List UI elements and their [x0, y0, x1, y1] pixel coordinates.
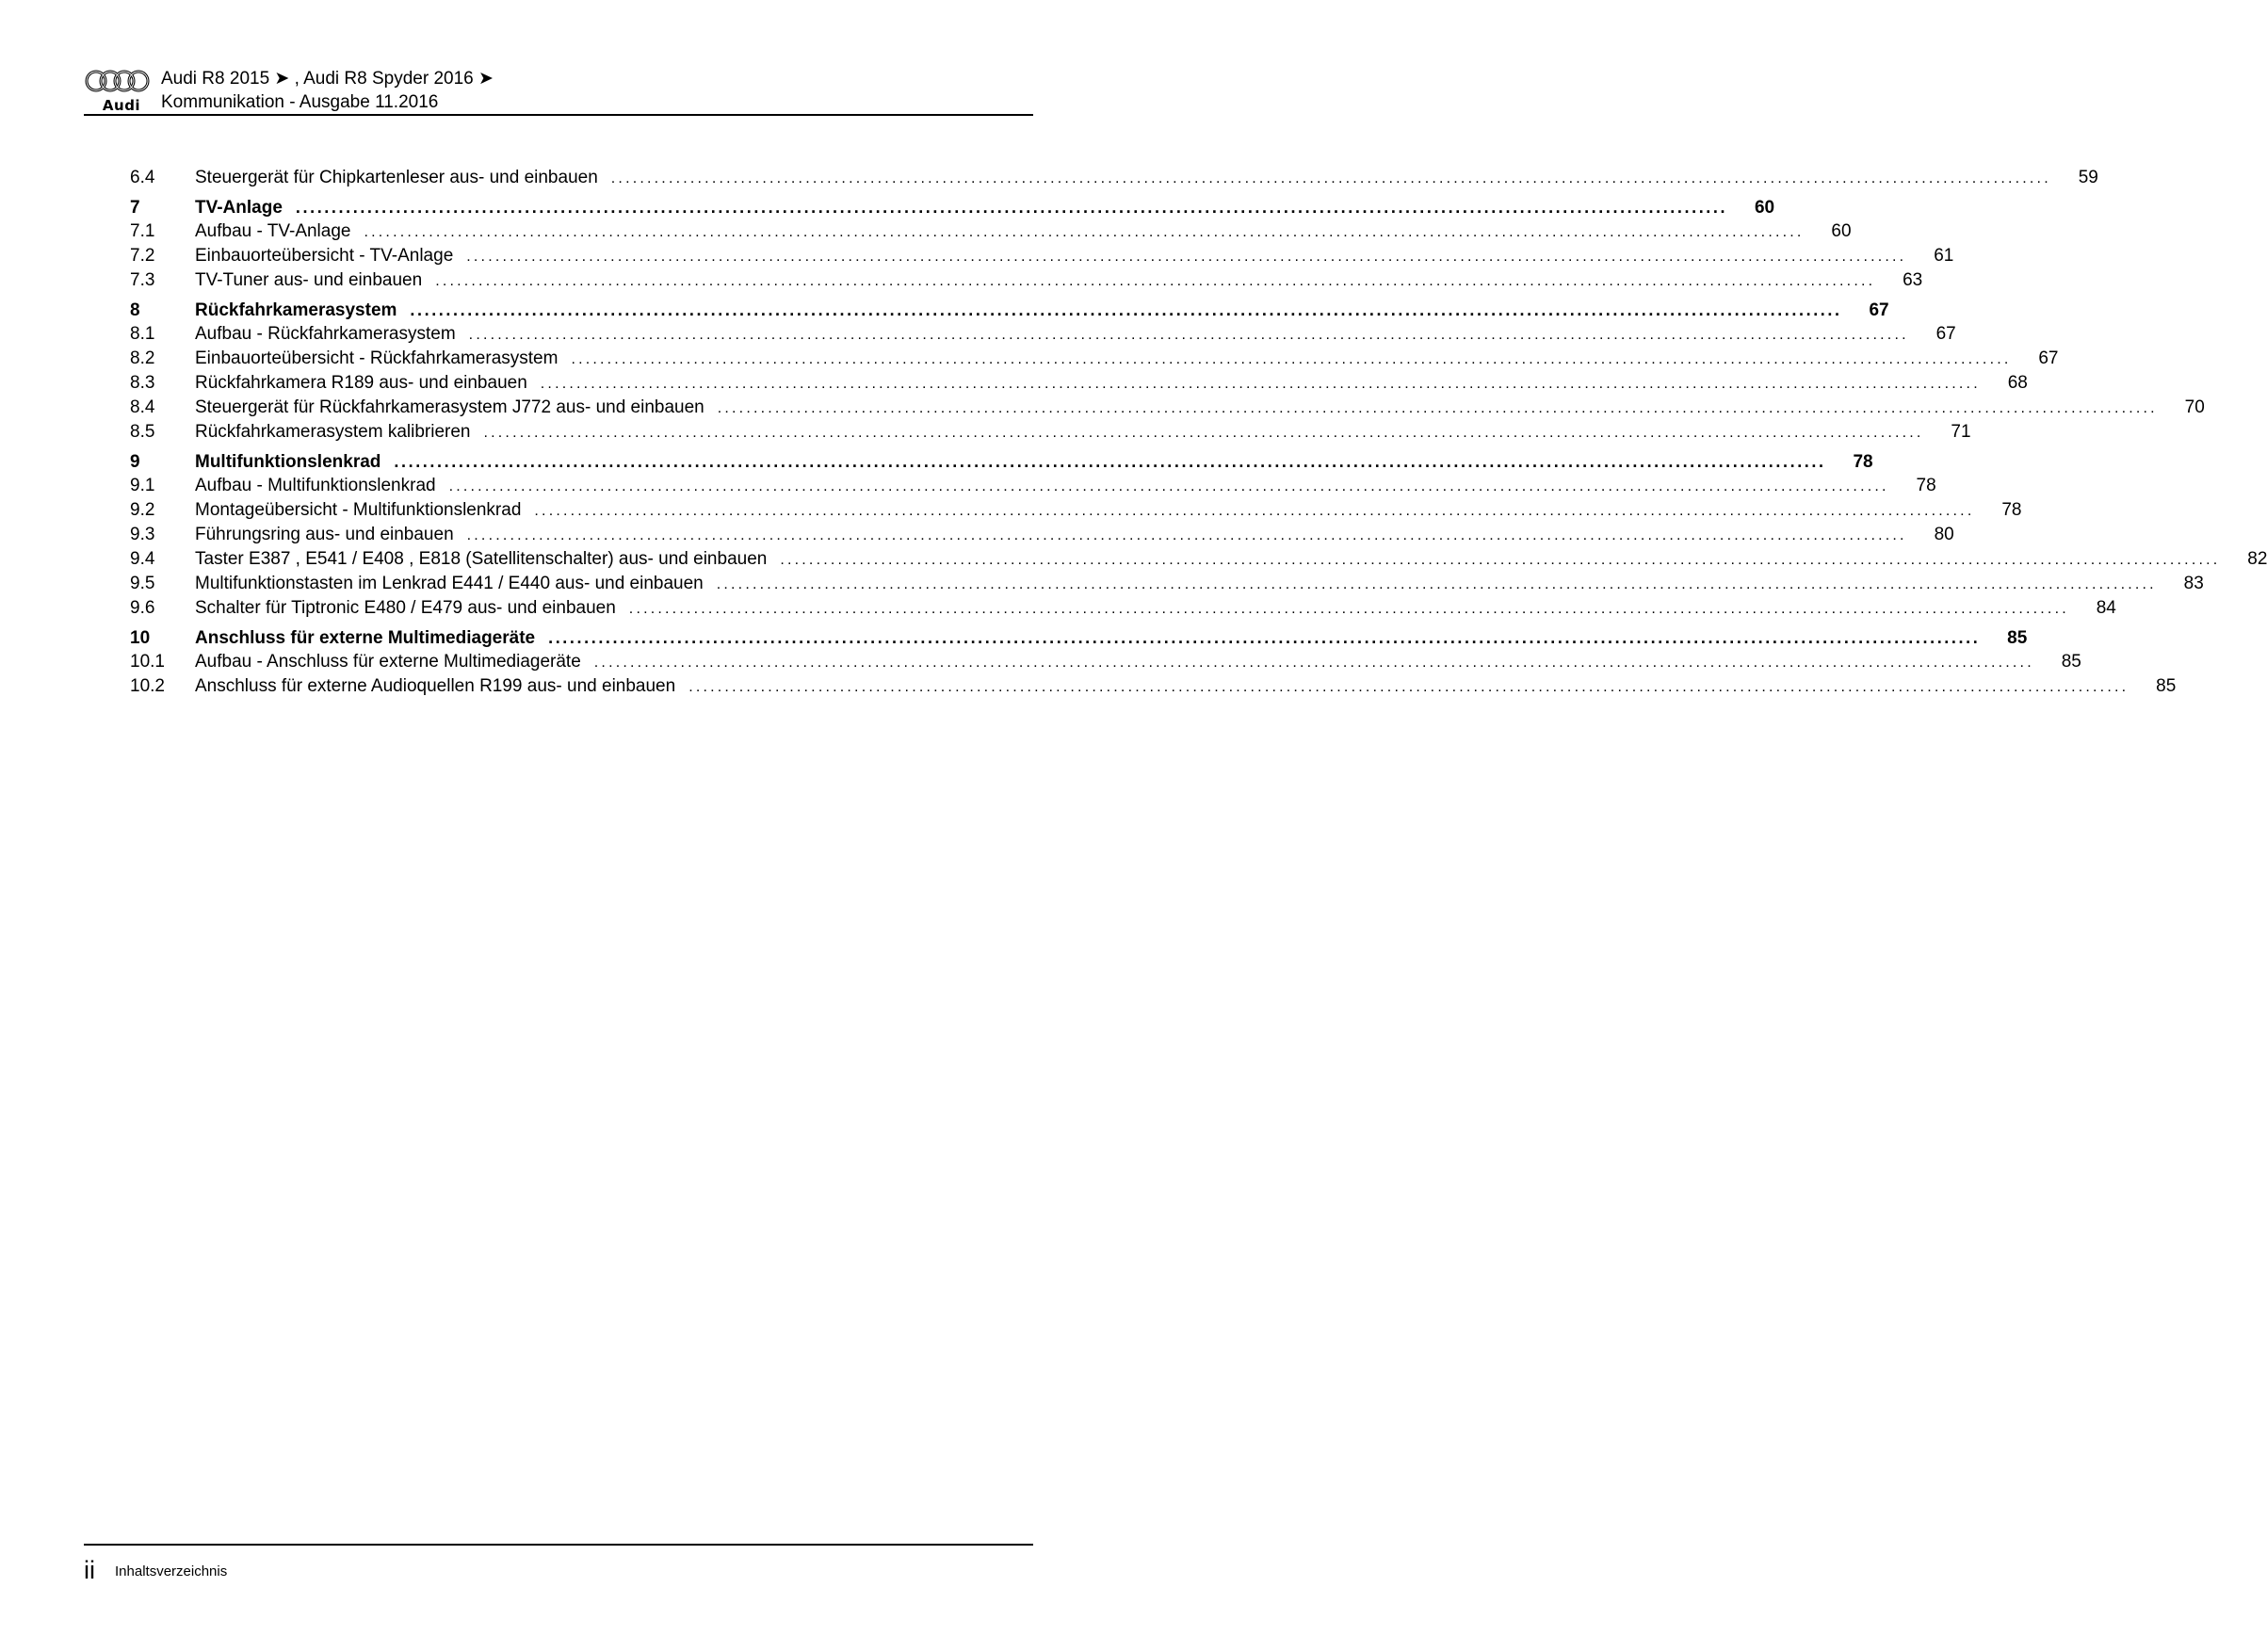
toc-entry-title: Anschluss für externe Multimediageräte	[195, 628, 536, 648]
toc-entry-page: 78	[1853, 452, 1873, 472]
toc-entry-number: 9.2	[130, 500, 155, 520]
toc-dot-leader: ........................................................................................................................................................................................................	[466, 249, 1907, 265]
toc-entry-title: Aufbau - Anschluss für externe Multimediageräte	[195, 652, 581, 672]
toc-entry-page: 82	[2247, 549, 2267, 569]
audi-logo	[84, 68, 152, 114]
toc-entry-page: 85	[2007, 628, 2028, 648]
toc-entry-number: 7.3	[130, 270, 155, 290]
toc-dot-leader: ........................................................................................................................................................................................................	[571, 351, 2012, 367]
toc-entry-title: Aufbau - Multifunktionslenkrad	[195, 476, 436, 495]
toc-dot-leader: ........................................................................................................................................................................................................	[610, 170, 2051, 186]
toc-dot-leader: ........................................................................................................................................................................................................	[394, 452, 1826, 471]
toc-entry-number: 7.1	[130, 221, 155, 241]
toc-dot-leader: ........................................................................................................................................................................................................	[593, 655, 2034, 671]
table-of-contents	[130, 166, 2267, 699]
toc-entry-number: 8.1	[130, 324, 155, 344]
toc-entry-title: Aufbau - TV-Anlage	[195, 221, 351, 241]
toc-entry-title: Führungsring aus- und einbauen	[195, 525, 454, 544]
toc-entry-page: 60	[1831, 221, 1852, 241]
toc-entry-title: Rückfahrkamerasystem	[195, 300, 397, 320]
toc-chapter-entry[interactable]	[130, 195, 1775, 219]
toc-entry-number: 9.6	[130, 598, 155, 618]
footer-section-label: Inhaltsverzeichnis	[115, 1563, 228, 1579]
toc-entry-number: 9.5	[130, 574, 155, 593]
toc-entry-number: 9.4	[130, 549, 155, 569]
toc-entry[interactable]	[130, 474, 1936, 498]
toc-entry-title: Multifunktionslenkrad	[195, 452, 381, 472]
toc-entry[interactable]	[130, 420, 1971, 445]
toc-chapter-entry[interactable]	[130, 298, 1889, 322]
toc-entry[interactable]	[130, 268, 1923, 293]
toc-entry-number: 8.4	[130, 397, 155, 417]
toc-entry-number: 9.3	[130, 525, 155, 544]
footer-divider	[84, 1544, 1033, 1546]
toc-entry-title: TV-Anlage	[195, 198, 283, 218]
toc-entry-page: 60	[1754, 198, 1775, 218]
toc-dot-leader: ........................................................................................................................................................................................................	[780, 552, 2221, 568]
toc-entry-title: Taster E387 , E541 / E408 , E818 (Satellitenschalter) aus- und einbauen	[195, 549, 768, 569]
toc-dot-leader: ........................................................................................................................................................................................................	[466, 527, 1907, 543]
toc-entry[interactable]	[130, 523, 1954, 547]
toc-entry[interactable]	[130, 219, 1852, 244]
toc-dot-leader: ........................................................................................................................................................................................................	[534, 503, 1975, 519]
toc-entry-page: 63	[1903, 270, 1923, 290]
toc-entry-title: Steuergerät für Rückfahrkamerasystem J772 aus- und einbauen	[195, 397, 704, 417]
document-title: Audi R8 2015 ➤ , Audi R8 Spyder 2016 ➤	[161, 69, 494, 89]
toc-entry-page: 80	[1934, 525, 1954, 544]
toc-entry-number: 8	[130, 300, 140, 320]
audi-rings-icon	[84, 68, 152, 96]
page-header	[84, 66, 1033, 115]
toc-entry-page: 85	[2156, 676, 2177, 696]
toc-entry[interactable]	[130, 347, 2059, 371]
toc-dot-leader: ........................................................................................................................................................................................................	[716, 576, 2157, 592]
toc-entry[interactable]	[130, 498, 2022, 523]
toc-entry-number: 7	[130, 198, 140, 218]
toc-dot-leader: ........................................................................................................................................................................................................	[435, 273, 1876, 289]
toc-dot-leader: ........................................................................................................................................................................................................	[448, 478, 1889, 494]
toc-entry[interactable]	[130, 166, 2098, 190]
toc-entry-page: 59	[2078, 168, 2098, 187]
toc-entry-title: Steuergerät für Chipkartenleser aus- und einbauen	[195, 168, 598, 187]
toc-entry-title: Einbauorteübersicht - Rückfahrkamerasystem	[195, 348, 559, 368]
toc-dot-leader: ........................................................................................................................................................................................................	[688, 679, 2129, 695]
toc-dot-leader: ........................................................................................................................................................................................................	[410, 300, 1842, 319]
toc-entry-page: 78	[2001, 500, 2022, 520]
toc-entry-page: 84	[2096, 598, 2116, 618]
toc-entry-title: Montageübersicht - Multifunktionslenkrad	[195, 500, 522, 520]
toc-entry-number: 7.2	[130, 246, 155, 266]
toc-dot-leader: ........................................................................................................................................................................................................	[295, 198, 1728, 217]
toc-entry-page: 67	[2038, 348, 2059, 368]
toc-entry[interactable]	[130, 244, 1954, 268]
toc-entry[interactable]	[130, 322, 1956, 347]
toc-chapter-entry[interactable]	[130, 449, 1873, 474]
toc-entry-title: TV-Tuner aus- und einbauen	[195, 270, 423, 290]
footer-page-number: ii	[84, 1556, 95, 1584]
toc-entry-number: 9	[130, 452, 140, 472]
toc-entry-page: 61	[1934, 246, 1954, 266]
toc-entry-page: 71	[1951, 422, 1971, 442]
toc-entry-page: 70	[2184, 397, 2205, 417]
audi-logo-wordmark: Audi	[102, 97, 141, 114]
toc-entry-number: 9.1	[130, 476, 155, 495]
toc-entry-title: Schalter für Tiptronic E480 / E479 aus- und einbauen	[195, 598, 616, 618]
toc-entry-number: 8.5	[130, 422, 155, 442]
toc-entry-page: 67	[1935, 324, 1956, 344]
toc-dot-leader: ........................................................................................................................................................................................................	[540, 376, 1981, 392]
toc-entry[interactable]	[130, 547, 2267, 572]
toc-dot-leader: ........................................................................................................................................................................................................	[364, 224, 1805, 240]
toc-entry-number: 10.1	[130, 652, 165, 672]
toc-entry[interactable]	[130, 371, 2028, 396]
toc-entry[interactable]	[130, 674, 2177, 699]
toc-dot-leader: ........................................................................................................................................................................................................	[717, 400, 2158, 416]
toc-dot-leader: ........................................................................................................................................................................................................	[548, 628, 1981, 647]
toc-entry-page: 85	[2061, 652, 2081, 672]
toc-entry-number: 10	[130, 628, 151, 648]
toc-entry[interactable]	[130, 572, 2204, 596]
toc-entry-number: 8.3	[130, 373, 155, 393]
toc-entry-title: Multifunktionstasten im Lenkrad E441 / E440 aus- und einbauen	[195, 574, 704, 593]
header-divider	[84, 114, 1033, 116]
toc-dot-leader: ........................................................................................................................................................................................................	[468, 327, 1909, 343]
toc-entry[interactable]	[130, 596, 2116, 621]
toc-entry-number: 8.2	[130, 348, 155, 368]
toc-entry-title: Rückfahrkamerasystem kalibrieren	[195, 422, 471, 442]
toc-entry[interactable]	[130, 650, 2081, 674]
toc-entry-page: 78	[1916, 476, 1936, 495]
toc-entry-page: 83	[2183, 574, 2204, 593]
toc-entry-title: Rückfahrkamera R189 aus- und einbauen	[195, 373, 527, 393]
toc-entry-number: 10.2	[130, 676, 165, 696]
toc-dot-leader: ........................................................................................................................................................................................................	[483, 425, 1924, 441]
toc-entry-number: 6.4	[130, 168, 155, 187]
toc-chapter-entry[interactable]	[130, 625, 2028, 650]
toc-dot-leader: ........................................................................................................................................................................................................	[628, 601, 2069, 617]
toc-entry-title: Aufbau - Rückfahrkamerasystem	[195, 324, 456, 344]
toc-entry-title: Einbauorteübersicht - TV-Anlage	[195, 246, 454, 266]
toc-entry-title: Anschluss für externe Audioquellen R199 aus- und einbauen	[195, 676, 676, 696]
toc-entry[interactable]	[130, 396, 2205, 420]
toc-entry-page: 68	[2007, 373, 2028, 393]
toc-entry-page: 67	[1869, 300, 1889, 320]
document-subtitle: Kommunikation - Ausgabe 11.2016	[161, 92, 439, 112]
